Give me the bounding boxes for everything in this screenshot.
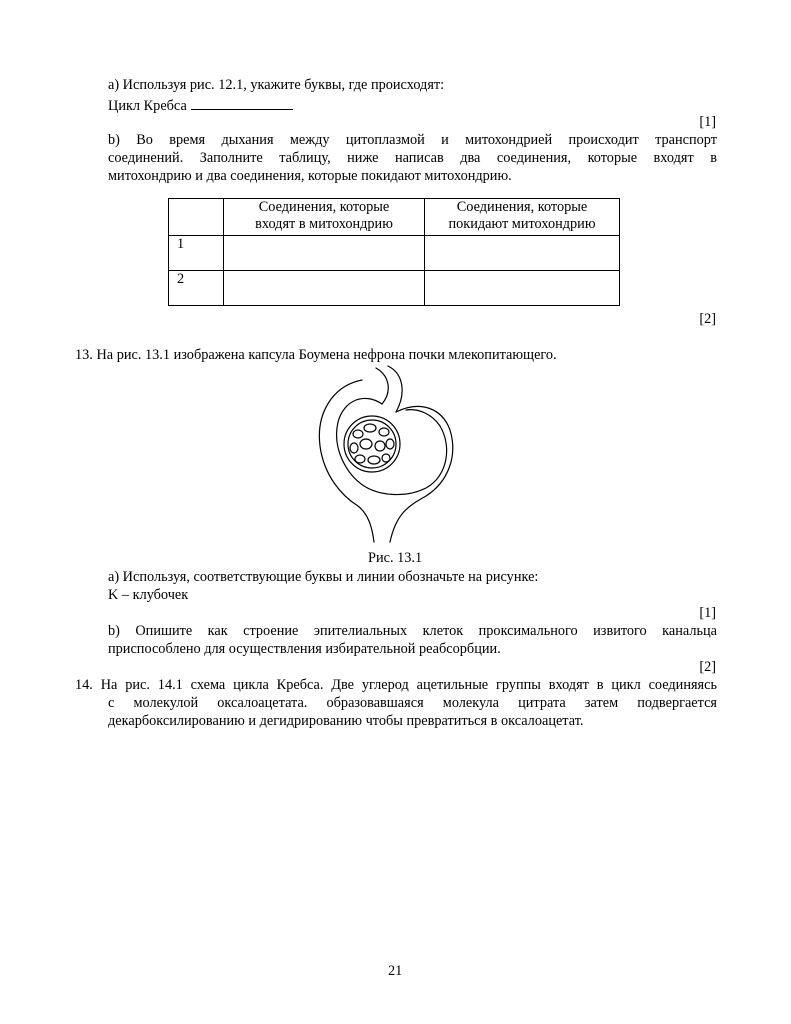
table-header-leave <box>425 199 620 236</box>
header-leave-line1: Соединения, которые <box>456 199 588 215</box>
table-header-enter <box>224 199 425 236</box>
q12-b-line2: соединений. Заполните таблицу, ниже написав два соединения, которые входят в <box>108 150 717 166</box>
header-enter-line1: Соединения, которые <box>258 199 390 215</box>
row-number: 2 <box>169 271 224 306</box>
q12-krebs-label: Цикл Кребса <box>108 98 187 114</box>
q14-line2: с молекулой оксалоацетата. образовавшаяся молекула цитрата затем подвергается <box>108 695 717 711</box>
figure-caption: Рис. 13.1 <box>368 550 423 566</box>
table-corner-cell <box>169 199 224 236</box>
q14-line3: декарбоксилированию и дегидрированию чтобы превратиться в оксалоацетат. <box>108 713 584 729</box>
q13-a-mark: [1] <box>699 605 716 621</box>
answer-cell-leave-1[interactable] <box>425 236 620 271</box>
compounds-table <box>168 198 620 306</box>
q13-b-line2: приспособлено для осуществления избирательной реабсорбции. <box>108 641 501 657</box>
q12-a-text: a) Используя рис. 12.1, укажите буквы, где происходят: <box>108 77 445 93</box>
q12-a-mark: [1] <box>699 114 716 130</box>
header-enter-line2: входят в митохондрию <box>255 216 393 232</box>
q12-b-line3: митохондрию и два соединения, которые покидают митохондрию. <box>108 168 512 184</box>
answer-blank[interactable] <box>191 95 293 110</box>
q13-b-mark: [2] <box>699 659 716 675</box>
q12-krebs-line <box>108 95 293 116</box>
q12-b-mark: [2] <box>699 311 716 327</box>
table-row <box>169 236 620 271</box>
q13-a-item: K – клубочек <box>108 587 189 603</box>
q12-b-line1: b) Во время дыхания между цитоплазмой и митохондрией происходит транспорт <box>108 132 717 148</box>
q13-intro: 13. На рис. 13.1 изображена капсула Боумена нефрона почки млекопитающего. <box>75 347 557 363</box>
q13-b-line1: b) Опишите как строение эпителиальных клеток проксимального извитого канальца <box>108 623 717 639</box>
table-row <box>169 271 620 306</box>
header-leave-line2: покидают митохондрию <box>448 216 596 232</box>
row-number: 1 <box>169 236 224 271</box>
q13-a-text: a) Используя, соответствующие буквы и линии обозначьте на рисунке: <box>108 569 539 585</box>
answer-cell-leave-2[interactable] <box>425 271 620 306</box>
table-header-row <box>169 199 620 236</box>
q14-line1: 14. На рис. 14.1 схема цикла Кребса. Две углерод ацетильные группы входят в цикл соединяясь <box>75 677 717 693</box>
answer-cell-enter-2[interactable] <box>224 271 425 306</box>
bowman-capsule-figure <box>310 364 460 544</box>
answer-cell-enter-1[interactable] <box>224 236 425 271</box>
page-number: 21 <box>388 963 403 979</box>
